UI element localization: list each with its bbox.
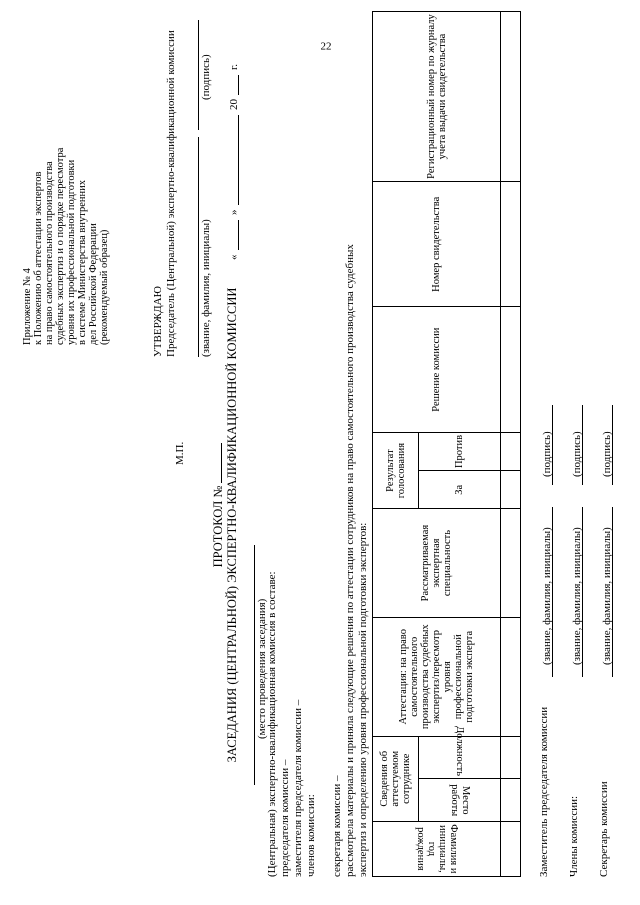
date-open-quote: « (228, 254, 240, 260)
approve-title: УТВЕРЖДАЮ (152, 286, 164, 357)
header-vote: Результат голосования (373, 432, 419, 509)
member-rank-caption: (звание, фамилия, инициалы) (571, 527, 583, 665)
date-year-underline (238, 75, 239, 95)
appendix-block (22, 65, 110, 345)
header-workplace: Место работы (419, 779, 501, 822)
header-name: Фамилия и инициалы, год рождения (373, 821, 501, 876)
deputy-rank-caption: (звание, фамилия, инициалы) (541, 527, 553, 665)
member-sign-caption: (подпись) (571, 431, 583, 477)
header-reg-number: Регистрационный номер по журналу учета выдачи свидетельства (373, 12, 501, 182)
header-vote-against: Против (419, 432, 501, 470)
approve-chairman: Председатель (Центральной) экспертно-квалификационной комиссии (165, 30, 177, 357)
protocol-heading (212, 225, 225, 785)
table-cell (501, 182, 521, 307)
table-cell (501, 779, 521, 822)
appendix-line: Приложение № 4 (22, 268, 33, 345)
table-cell (501, 736, 521, 779)
composition-text: (Центральная) экспертно-квалификационная комиссия в составе: (266, 571, 278, 877)
appendix-line: на право самостоятельного производства (44, 161, 55, 345)
protocol-title: ПРОТОКОЛ № (211, 485, 225, 568)
stamp-mark: М.П. (174, 441, 186, 465)
header-vote-for: За (419, 471, 501, 509)
place-caption: (место проведения заседания) (256, 598, 268, 739)
approve-signature-caption: (подпись) (200, 54, 212, 100)
deputy-sign-caption: (подпись) (541, 431, 553, 477)
table-cell (501, 307, 521, 432)
protocol-number-underline (221, 443, 222, 483)
header-specialty: Рассматриваемая экспертная специальность (373, 509, 501, 617)
table-cell (501, 821, 521, 876)
table-cell (501, 509, 521, 617)
header-info-group: Сведения об аттестуемом сотруднике (373, 736, 419, 821)
session-heading: ЗАСЕДАНИЯ (ЦЕНТРАЛЬНОЙ) ЭКСПЕРТНО-КВАЛИФИКАЦИОННОЙ КОМИССИИ (225, 287, 239, 763)
secretary-sign-caption: (подпись) (601, 431, 613, 477)
date-year-prefix: 20 (228, 99, 240, 110)
place-underline (254, 545, 255, 785)
deputy-line: заместителя председателя комиссии – (292, 699, 304, 877)
members-line: членов комиссии: (305, 794, 317, 877)
header-cert-number: Номер свидетельства (373, 182, 501, 307)
date-close-quote: » (228, 209, 240, 215)
appendix-line: уровня их профессиональной подготовки (66, 159, 77, 345)
table-cell (501, 471, 521, 509)
signature-underline (198, 20, 199, 130)
rank-underline (198, 137, 199, 357)
secretary-line: секретаря комиссии – (331, 775, 343, 877)
page-number: 22 (320, 40, 332, 53)
attestation-table (372, 11, 521, 877)
secretary-rank-caption: (звание, фамилия, инициалы) (601, 527, 613, 665)
date-month-underline (238, 115, 239, 205)
chairman-line: председателя комиссии – (279, 759, 291, 877)
header-decision: Решение комиссии (373, 307, 501, 432)
appendix-line: (рекомендуемый образец) (99, 229, 110, 345)
approve-rank-caption: (звание, фамилия, инициалы) (200, 219, 212, 357)
appendix-line: судебных экспертиз и о порядке пересмотра (55, 147, 66, 345)
deputy-signature-label: Заместитель председателя комиссии (538, 706, 550, 877)
considered-line-1: рассмотрела материалы и приняла следующие решения по аттестации сотрудников на право самостоятельного производства судебных (344, 244, 356, 877)
header-attestation: Аттестация: на право самостоятельного производства судебных экспертиз/пересмотр уровня профессиональной подготовки эксперта (373, 617, 501, 736)
considered-line-2: экспертиз и определению уровня профессиональной подготовки экспертов: (357, 522, 369, 877)
appendix-line: дел Российской Федерации (88, 223, 99, 345)
table-cell (501, 432, 521, 470)
table-cell (501, 617, 521, 736)
secretary-signature-label: Секретарь комиссии (598, 781, 610, 877)
members-signature-label: Члены комиссии: (568, 795, 580, 877)
table-cell (501, 12, 521, 182)
header-position: Должность (419, 736, 501, 779)
appendix-line: к Положению об аттестации экспертов (33, 171, 44, 345)
appendix-line: в системе Министерства внутренних (77, 180, 88, 345)
date-year-suffix: г. (228, 63, 240, 70)
